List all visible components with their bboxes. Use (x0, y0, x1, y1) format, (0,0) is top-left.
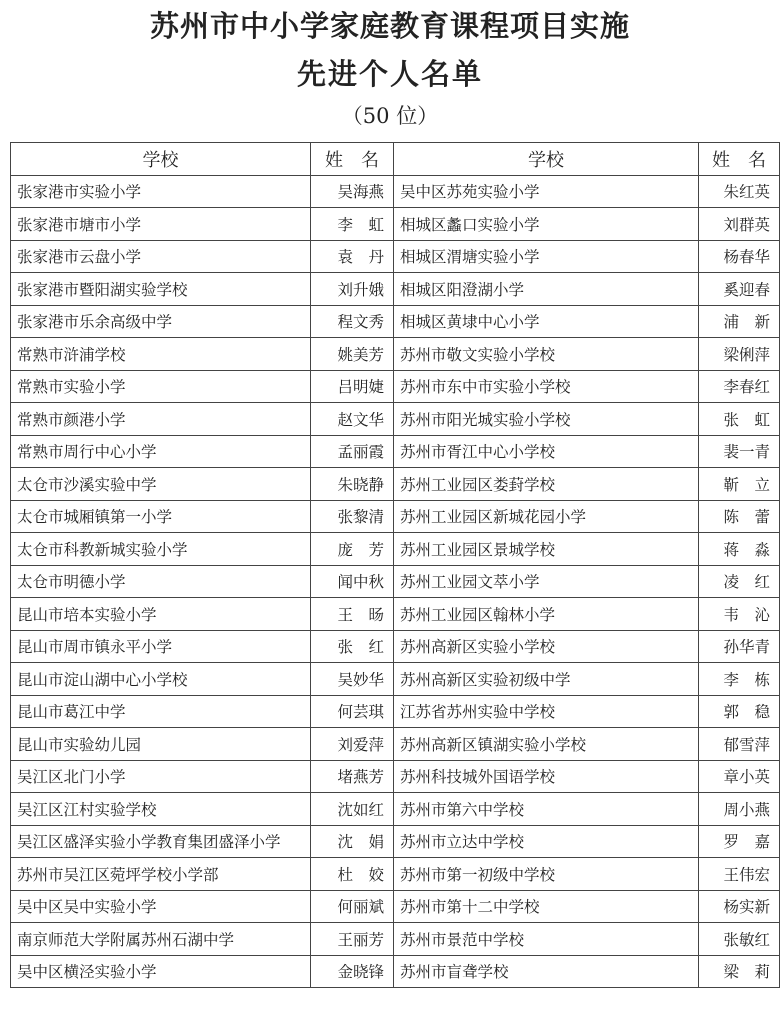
school-cell: 南京师范大学附属苏州石湖中学 (11, 923, 311, 956)
school-cell: 苏州市盲聋学校 (394, 955, 699, 988)
school-cell: 苏州高新区实验小学校 (394, 630, 699, 663)
school-cell: 苏州工业园区娄葑学校 (394, 468, 699, 501)
name-cell: 沈如红 (311, 793, 394, 826)
school-cell: 太仓市明德小学 (11, 565, 311, 598)
school-cell: 吴中区苏苑实验小学 (394, 175, 699, 208)
header-name: 姓 名 (311, 143, 394, 176)
school-cell: 张家港市塘市小学 (11, 208, 311, 241)
name-cell: 孙华青 (699, 630, 780, 663)
name-cell: 沈 娟 (311, 825, 394, 858)
school-cell: 昆山市淀山湖中心小学校 (11, 663, 311, 696)
school-cell: 相城区蠡口实验小学 (394, 208, 699, 241)
school-cell: 苏州工业园区翰林小学 (394, 598, 699, 631)
name-cell: 章小英 (699, 760, 780, 793)
name-cell: 刘爱萍 (311, 728, 394, 761)
table-row (11, 565, 780, 598)
school-cell: 常熟市浒浦学校 (11, 338, 311, 371)
school-cell: 苏州市第一初级中学校 (394, 858, 699, 891)
school-cell: 苏州市敬文实验小学校 (394, 338, 699, 371)
table-row (11, 728, 780, 761)
table-row (11, 663, 780, 696)
school-cell: 苏州市阳光城实验小学校 (394, 403, 699, 436)
school-cell: 常熟市周行中心小学 (11, 435, 311, 468)
table-row (11, 273, 780, 306)
table-row (11, 858, 780, 891)
name-cell: 浦 新 (699, 305, 780, 338)
school-cell: 常熟市实验小学 (11, 370, 311, 403)
table-row (11, 240, 780, 273)
name-cell: 杨春华 (699, 240, 780, 273)
name-cell: 孟丽霞 (311, 435, 394, 468)
table-row (11, 403, 780, 436)
name-cell: 李春红 (699, 370, 780, 403)
school-cell: 张家港市乐余高级中学 (11, 305, 311, 338)
table-row (11, 338, 780, 371)
school-cell: 昆山市培本实验小学 (11, 598, 311, 631)
name-cell: 朱晓静 (311, 468, 394, 501)
school-cell: 吴中区吴中实验小学 (11, 890, 311, 923)
school-cell: 昆山市周市镇永平小学 (11, 630, 311, 663)
table-row (11, 533, 780, 566)
table-header-row (11, 143, 780, 176)
school-cell: 苏州市胥江中心小学校 (394, 435, 699, 468)
name-cell: 张敏红 (699, 923, 780, 956)
name-cell: 何丽斌 (311, 890, 394, 923)
table-row (11, 890, 780, 923)
table-row (11, 630, 780, 663)
school-cell: 张家港市暨阳湖实验学校 (11, 273, 311, 306)
name-cell: 奚迎春 (699, 273, 780, 306)
name-cell: 张黎清 (311, 500, 394, 533)
name-cell: 裴一青 (699, 435, 780, 468)
table-row (11, 793, 780, 826)
table-row (11, 305, 780, 338)
name-cell: 王 旸 (311, 598, 394, 631)
name-cell: 朱红英 (699, 175, 780, 208)
name-cell: 陈 蕾 (699, 500, 780, 533)
name-cell: 杨实新 (699, 890, 780, 923)
school-cell: 苏州市东中市实验小学校 (394, 370, 699, 403)
school-cell: 苏州科技城外国语学校 (394, 760, 699, 793)
school-cell: 昆山市葛江中学 (11, 695, 311, 728)
name-cell: 李 虹 (311, 208, 394, 241)
name-cell: 刘升娥 (311, 273, 394, 306)
table-row (11, 955, 780, 988)
name-cell: 堵燕芳 (311, 760, 394, 793)
name-cell: 王丽芳 (311, 923, 394, 956)
name-cell: 吕明婕 (311, 370, 394, 403)
name-cell: 庞 芳 (311, 533, 394, 566)
table-row (11, 500, 780, 533)
school-cell: 太仓市科教新城实验小学 (11, 533, 311, 566)
school-cell: 苏州高新区实验初级中学 (394, 663, 699, 696)
header-school: 学校 (394, 143, 699, 176)
table-row (11, 760, 780, 793)
school-cell: 苏州市吴江区菀坪学校小学部 (11, 858, 311, 891)
header-name: 姓 名 (699, 143, 780, 176)
name-cell: 韦 沁 (699, 598, 780, 631)
school-cell: 张家港市实验小学 (11, 175, 311, 208)
table-row (11, 695, 780, 728)
name-cell: 郁雪萍 (699, 728, 780, 761)
school-cell: 太仓市城厢镇第一小学 (11, 500, 311, 533)
name-cell: 姚美芳 (311, 338, 394, 371)
name-cell: 何芸琪 (311, 695, 394, 728)
school-cell: 吴中区横泾实验小学 (11, 955, 311, 988)
name-cell: 刘群英 (699, 208, 780, 241)
school-cell: 常熟市颜港小学 (11, 403, 311, 436)
school-cell: 吴江区北门小学 (11, 760, 311, 793)
school-cell: 张家港市云盘小学 (11, 240, 311, 273)
name-cell: 梁俐萍 (699, 338, 780, 371)
name-cell: 张 虹 (699, 403, 780, 436)
school-cell: 苏州工业园区景城学校 (394, 533, 699, 566)
name-cell: 郭 稳 (699, 695, 780, 728)
person-count: （50 位） (341, 104, 439, 128)
document-title: 苏州市中小学家庭教育课程项目实施 (149, 9, 630, 43)
school-cell: 吴江区江村实验学校 (11, 793, 311, 826)
table-row (11, 435, 780, 468)
name-cell: 金晓锋 (311, 955, 394, 988)
name-cell: 闻中秋 (311, 565, 394, 598)
name-cell: 靳 立 (699, 468, 780, 501)
table-row (11, 175, 780, 208)
name-cell: 吴海燕 (311, 175, 394, 208)
name-cell: 袁 丹 (311, 240, 394, 273)
table-row (11, 598, 780, 631)
name-cell: 梁 莉 (699, 955, 780, 988)
school-cell: 苏州市景范中学校 (394, 923, 699, 956)
name-cell: 程文秀 (311, 305, 394, 338)
name-cell: 凌 红 (699, 565, 780, 598)
name-cell: 张 红 (311, 630, 394, 663)
name-cell: 杜 姣 (311, 858, 394, 891)
header-school: 学校 (11, 143, 311, 176)
document-subtitle: 先进个人名单 (296, 57, 483, 91)
name-cell: 周小燕 (699, 793, 780, 826)
school-cell: 昆山市实验幼儿园 (11, 728, 311, 761)
school-cell: 相城区渭塘实验小学 (394, 240, 699, 273)
school-cell: 江苏省苏州实验中学校 (394, 695, 699, 728)
table-row (11, 923, 780, 956)
school-cell: 太仓市沙溪实验中学 (11, 468, 311, 501)
school-cell: 苏州高新区镇湖实验小学校 (394, 728, 699, 761)
school-cell: 苏州市立达中学校 (394, 825, 699, 858)
school-cell: 相城区阳澄湖小学 (394, 273, 699, 306)
school-cell: 苏州工业园文萃小学 (394, 565, 699, 598)
name-cell: 王伟宏 (699, 858, 780, 891)
honor-list-table (10, 142, 780, 988)
table-row (11, 370, 780, 403)
school-cell: 相城区黄埭中心小学 (394, 305, 699, 338)
table-row (11, 208, 780, 241)
table-row (11, 468, 780, 501)
school-cell: 苏州市第六中学校 (394, 793, 699, 826)
name-cell: 李 栋 (699, 663, 780, 696)
name-cell: 吴妙华 (311, 663, 394, 696)
table-row (11, 825, 780, 858)
school-cell: 苏州工业园区新城花园小学 (394, 500, 699, 533)
school-cell: 苏州市第十二中学校 (394, 890, 699, 923)
name-cell: 蒋 淼 (699, 533, 780, 566)
name-cell: 罗 嘉 (699, 825, 780, 858)
name-cell: 赵文华 (311, 403, 394, 436)
school-cell: 吴江区盛泽实验小学教育集团盛泽小学 (11, 825, 311, 858)
